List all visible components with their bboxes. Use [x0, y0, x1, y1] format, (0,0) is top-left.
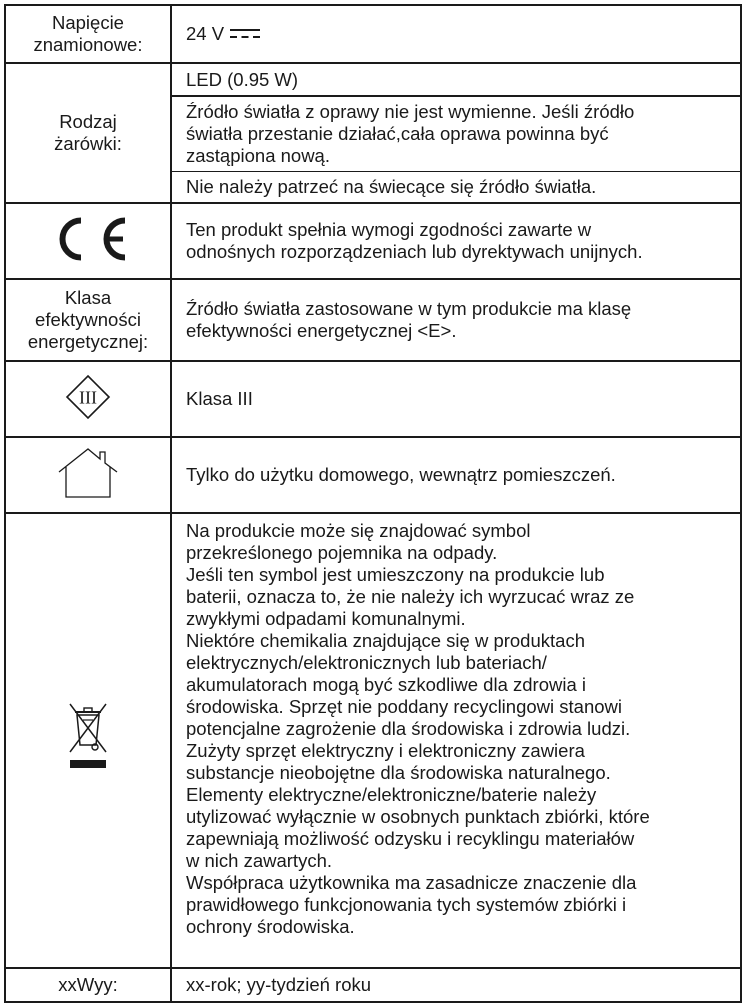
indoor-use-text: Tylko do użytku domowego, wewnątrz pomieszczeń. — [186, 464, 616, 485]
ce-text: Ten produkt spełnia wymogi zgodności zawarte w odnośnych rozporządzeniach lub dyrektywach unijnych. — [186, 219, 643, 262]
bulb-type-cell — [172, 64, 740, 202]
house-cell — [6, 438, 172, 512]
class-iii-cell — [6, 362, 172, 436]
voltage-label: Napięcie znamionowe: — [6, 6, 172, 62]
divider — [172, 95, 740, 97]
weee-cell-text — [172, 514, 740, 967]
voltage-value: 24 V — [186, 23, 225, 44]
ce-mark-icon — [45, 217, 131, 266]
row-voltage — [6, 6, 740, 64]
wheelie-bin-icon — [66, 700, 110, 781]
divider — [172, 171, 740, 173]
ce-cell — [6, 204, 172, 278]
class-iii-symbol: III — [79, 387, 97, 407]
energy-class-text: Źródło światła zastosowane w tym produkcie ma klasę efektywności energetycznej <E>. — [186, 298, 632, 341]
row-date-code — [6, 969, 740, 1001]
row-weee — [6, 514, 740, 969]
house-icon — [56, 447, 120, 504]
row-energy-class — [6, 280, 740, 362]
bulb-type-label: Rodzaj żarówki: — [6, 64, 172, 202]
date-code-value: xx-rok; yy-tydzień roku — [186, 974, 372, 995]
voltage-cell — [172, 6, 740, 62]
energy-class-label: Klasa efektywności energetycznej: — [6, 280, 172, 360]
ce-cell-text — [172, 204, 740, 278]
bulb-replace-note: Źródło światła z oprawy nie jest wymienne. Jeśli źródło światła przestanie działać,cała oprawa powinna być zastąpiona nową. — [186, 100, 635, 166]
weee-cell — [6, 514, 172, 967]
class-iii-cell-text — [172, 362, 740, 436]
info-table — [4, 4, 742, 1003]
bulb-spec: LED (0.95 W) — [186, 69, 299, 90]
date-code-cell — [172, 969, 740, 1001]
row-ce — [6, 204, 740, 280]
class-iii-text: Klasa III — [186, 388, 253, 409]
energy-class-cell — [172, 280, 740, 360]
dc-symbol-icon — [230, 23, 260, 45]
date-code-label: xxWyy: — [6, 969, 172, 1001]
weee-text: Na produkcie może się znajdować symbol przekreślonego pojemnika na odpady. Jeśli ten symbol jest umieszczony na produkcie lub baterii, oznacza to, że nie należy ich wyrzucać wraz ze zwykłymi odpadami komunalnymi. Niektóre chemikalia znajdujące się w produktach elektrycznych/elektronicznych lub bateriach/ akumulatorach mogą być szkodliwe dla zdrowia i środowiska. Sprzęt nie poddany recyclingowi stanowi potencjalne zagrożenie dla środowiska i zdrowia ludzi. Zużyty sprzęt elektryczny i elektroniczny zawiera substancje nieobojętne dla środowiska naturalnego. Elementy elektryczne/elektroniczne/baterie należy utylizować wyłącznie w osobnych punktach zbiórki, które zapewniają możliwość odzysku i recyklingu materiałów w nich zawartych. Współpraca użytkownika ma zasadnicze znaczenie dla prawidłowego funkcjonowania tych systemów zbiórki i ochrony środowiska. — [186, 520, 650, 937]
row-indoor-use — [6, 438, 740, 514]
row-bulb-type — [6, 64, 740, 204]
row-class-iii — [6, 362, 740, 438]
class-iii-icon — [65, 374, 111, 425]
indoor-use-cell — [172, 438, 740, 512]
bulb-warning: Nie należy patrzeć na świecące się źródło światła. — [186, 176, 597, 197]
